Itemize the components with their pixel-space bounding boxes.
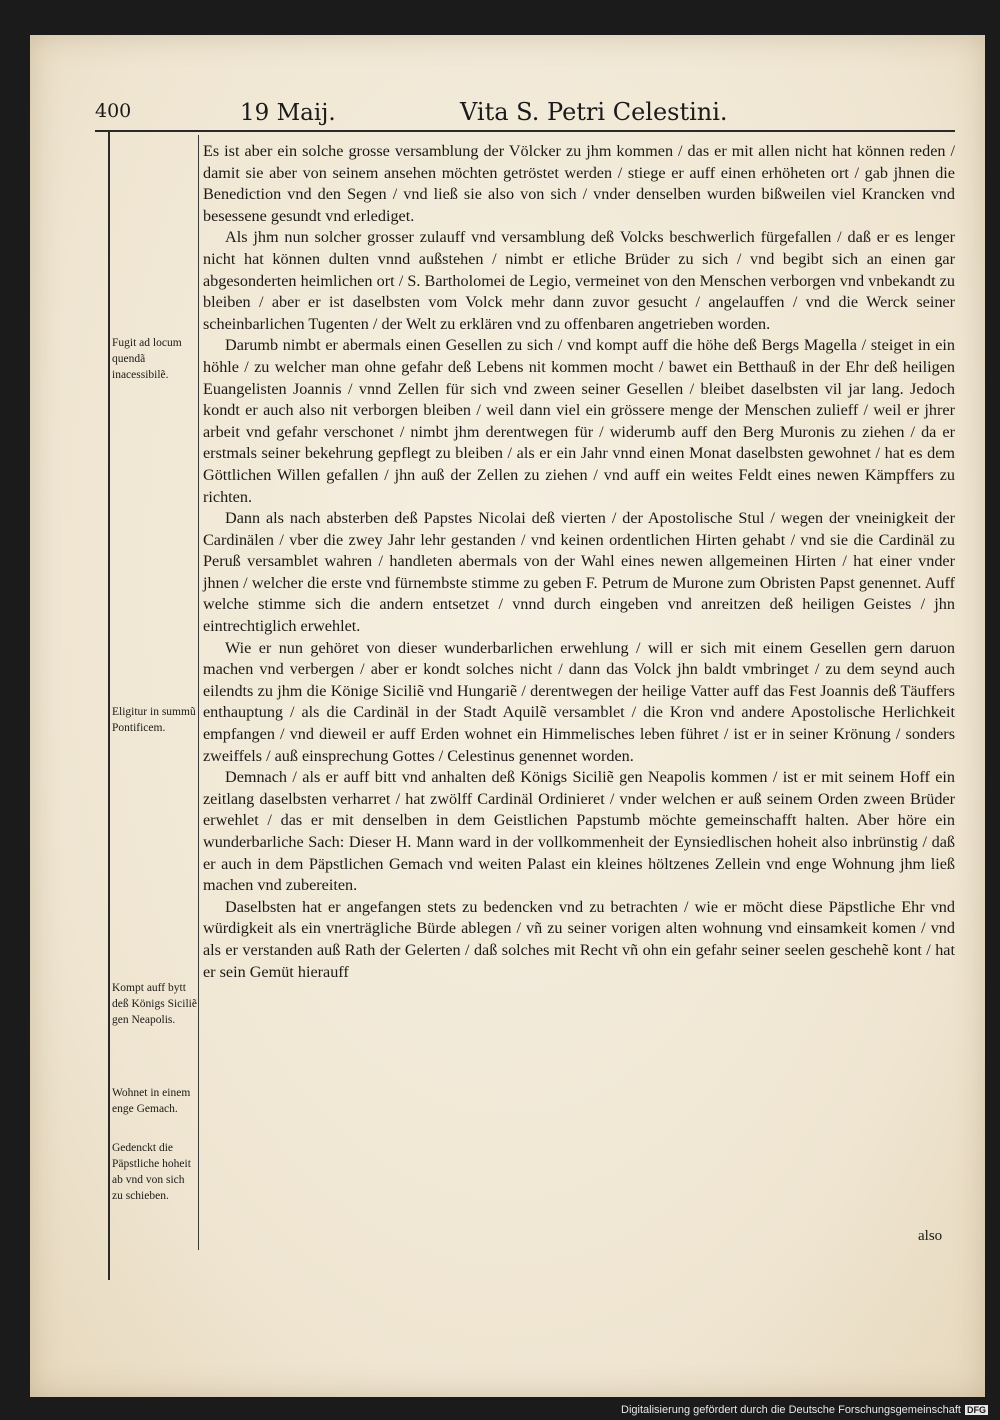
digitization-footer: [621, 1404, 988, 1416]
funding-text: Digitalisierung gefördert durch die Deutsche Forschungsgemeinschaft: [621, 1404, 961, 1416]
paragraph: Als jhm nun solcher grosser zulauff vnd versamblung deß Volcks beschwerlich fürgefallen / daß er es lenger nicht hat können dulten vnnd außstehen / nimbt er etliche Brüder zu sich / vnd begibt sich an einen gar abgesonderten heimlichen ort / S. Bartholomei de Legio, vermeinet von den Menschen verborgen vnd vnbekandt zu bleiben / aber er ist daselbsten vom Volck mehr dann zuvor gesucht / angelauffen / vnd die Werck seiner scheinbarlichen Tugenten / der Welt zu erklären vnd zu offenbaren angetrieben worden.: [203, 228, 955, 333]
margin-rule-inner: [198, 135, 199, 1250]
header-rule: [95, 130, 955, 132]
margin-note: Wohnet in einem enge Gemach.: [112, 1087, 191, 1115]
paragraph: Darumb nimbt er abermals einen Gesellen zu sich / vnd kompt auff die höhe deß Bergs Magella / steiget in ein höhle / zu welcher man ohne gefahr deß Lebens nit kommen mocht / bawet ein Betthauß in der Ehr deß heiligen Euangelisten Joannis / vnnd Zellen für sich vnd zween seiner Gesellen / bleibet daselbsten vil jar lang. Jedoch kondt er auch also nit verborgen bleiben / weil dann viel ein grössere menge der Menschen zulieff / weil er jhrer arbeit vnd gefahr verschonet / nimbt jhm derentwegen für / widerumb auff den Berg Muronis zu ziehen / da er erstmals seiner bekehrung gepflegt zu bleiben / als er ein Jahr vnnd einen Monat daselbsten gewohnet / hat es dem Göttlichen Willen gefallen / jhn auß der Zellen zu ziehen / vnd auff ein weites Feldt eines newen Kämpffers zu richten.: [203, 336, 955, 506]
margin-note: Eligitur in summũ Pontificem.: [112, 706, 196, 734]
margin-rule-outer: [108, 130, 110, 1280]
page-header: [95, 100, 965, 128]
dfg-logo: DFG: [967, 1405, 986, 1415]
paragraph: Es ist aber ein solche grosse versamblung der Völcker zu jhm kommen / das er mit allen nicht hat können reden / damit sie aber von seinem ansehen möchten getröstet werden / stiege er auff einen erhöheten ort / gab jhnen die Benediction vnd den Segen / vnd ließ sie also von sich / vnder denselben wurden bißweilen viel Krancken vnd besessene gesundt vnd erlediget.: [203, 142, 955, 225]
margin-note: Fugit ad locum quendã inacessibilẽ.: [112, 337, 182, 381]
paragraph: Dann als nach absterben deß Papstes Nicolai deß vierten / der Apostolische Stul / wegen der vneinigkeit der Cardinälen / vber die zwey Jahr lehr gestanden / vnd keinen ordentlichen Hirten gehabt / vnd sie die Cardinäl zu Peruß versamblet wahren / handleten abermals von der Wahl eines newen allgemeinen Hirten / hat einer vnder jhnen / welcher die erste vnd fürnembste stimme zu geben F. Petrum de Murone zum Obristen Papst genennet. Auff welche stimme sich die andern entsetzet / vnnd durch eingeben vnd anreitzen deß heiligen Geistes / jhn eintrechtiglich erwehlet.: [203, 509, 955, 636]
margin-note: Kompt auff bytt deß Königs Siciliẽ gen Neapolis.: [112, 982, 197, 1026]
paragraph: Demnach / als er auff bitt vnd anhalten deß Königs Siciliẽ gen Neapolis kommen / ist er mit seinem Hoff ein zeitlang daselbsten verharret / hat zwölff Cardinäl Ordinieret / vnder welchen er auß seinem Orden zween Brüder erwehlet / das er mit denselben in dem Geistlichen Papstumb möchte gemeinschafft halten. Aber höre ein wunderbarliche Sach: Dieser H. Mann ward in der vollkommenheit der Eynsiedlischen hoheit also inbrünstig / daß er auch in dem Päpstlichen Gemach vnd weiten Palast ein kleines höltzenes Zellein vnd enge Wohnung jhm ließ machen vnd zubereiten.: [203, 768, 955, 895]
main-text: [203, 141, 955, 983]
margin-note: Gedenckt die Päpstliche hoheit ab vnd von sich zu schieben.: [112, 1142, 191, 1202]
paragraph: Wie er nun gehöret von dieser wunderbarlichen erwehlung / will er sich mit einem Gesellen gern daruon machen vnd verbergen / aber er kondt solches nicht / dann das Volck jhn baldt vmbringet / zu dem seynd auch eilendts zu jhm die Könige Siciliẽ vnd Hungariẽ / derentwegen der heilige Vatter auff das Fest Joannis deß Täuffers enthauptung / als die Cardinäl in der Stadt Aquilẽ versamblet / die Kron vnd andere Apostolische Herlichkeit empfangen / vnd dieweil er auff Erden wohnet ein Himmelisches leben führet / ist er in seiner Krönung / sonders zweiffels / auß einsprechung Gottes / Celestinus genennet worden.: [203, 638, 955, 765]
date-heading: 19 Maij.: [240, 100, 336, 126]
running-title: Vita S. Petri Celestini.: [460, 98, 728, 126]
catchword: also: [918, 1228, 943, 1244]
page-number: 400: [95, 100, 132, 122]
paragraph: Daselbsten hat er angefangen stets zu bedencken vnd zu betrachten / wie er möcht diese Päpstliche Ehr vnd würdigkeit als ein vnerträgliche Bürde ablegen / vñ zu seiner vorigen alten wohnung vnd einsamkeit komen / vnd als er verstanden auß Rath der Gelerten / daß solches mit Recht vñ ohn ein gefahr seiner seelen geschehẽ kont / hat er sein Gemüt hierauff: [203, 897, 955, 981]
